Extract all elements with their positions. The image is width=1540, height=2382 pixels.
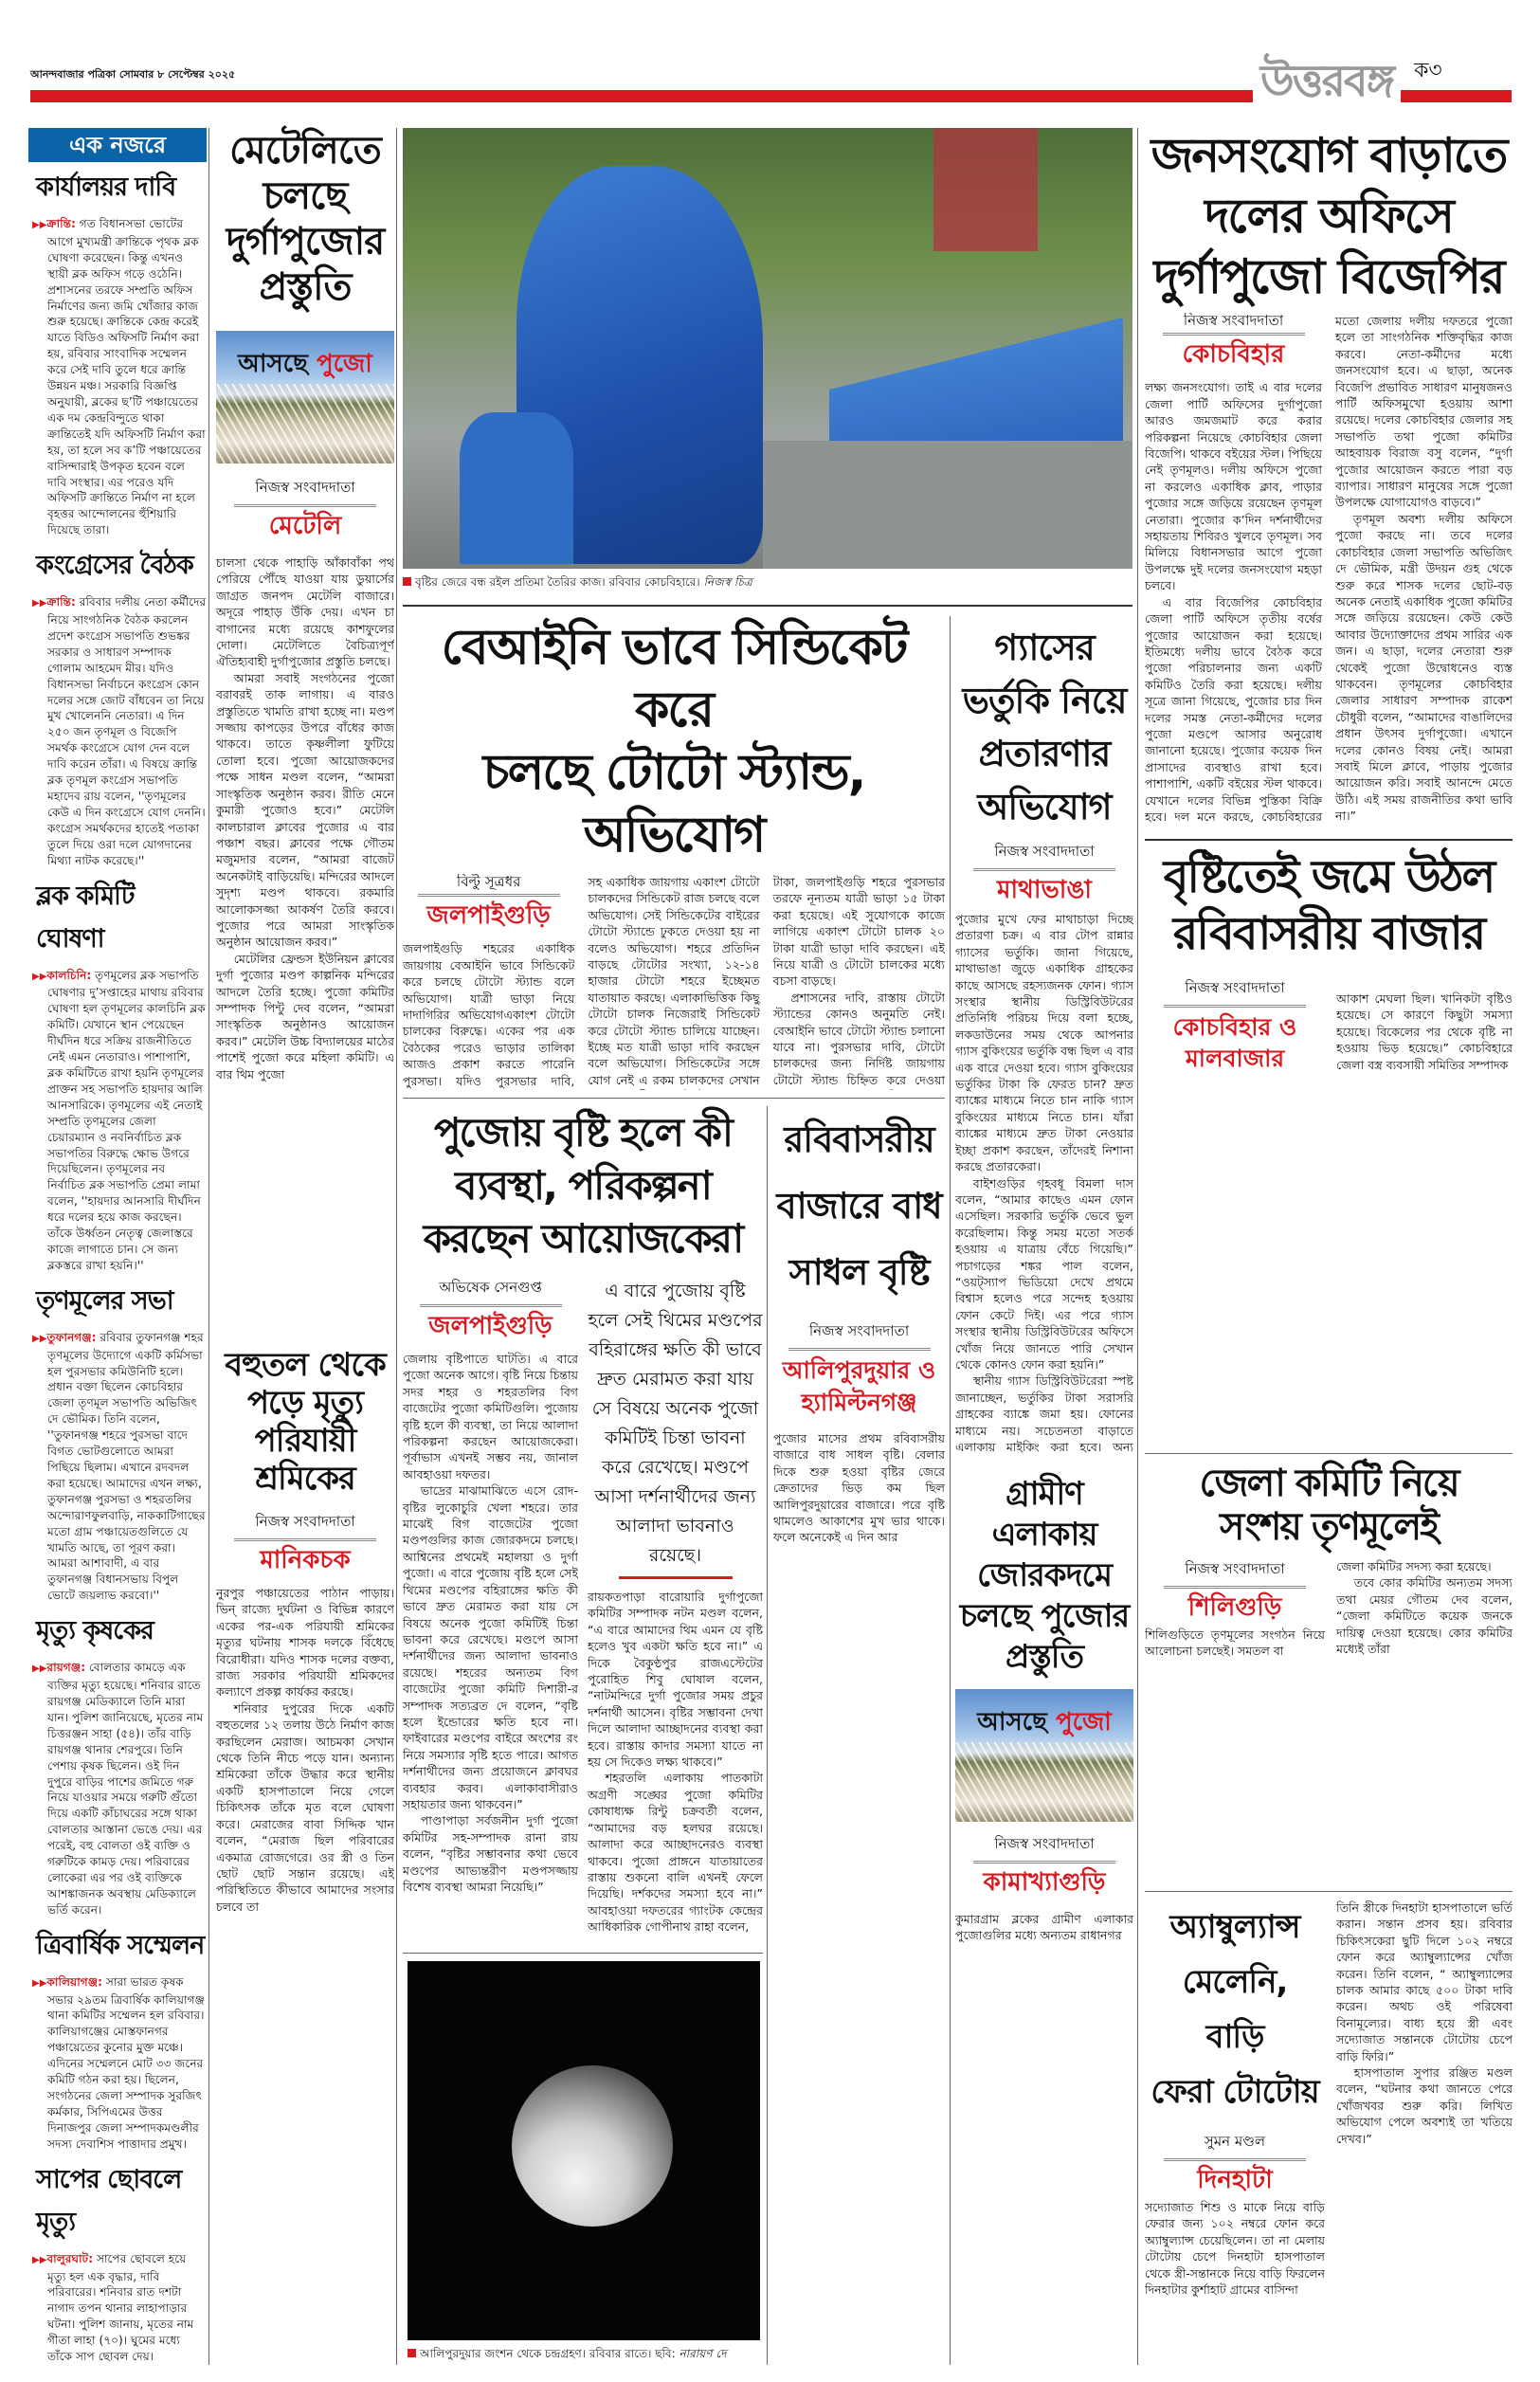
paragraph: শহরতলি এলাকায় পাতকাটা অগ্রণী সঙ্ঘের পুজো কমিটির কোষাধ্যক্ষ রিন্টু চক্রবর্তী বলেন, “আমাদের বড় হলঘর রয়েছে। আলাদা করে আচ্ছাদনেরও ব্যবস্থা থাকবে। পুজো প্রাঙ্গনে যাতায়াতের রাস্তায় শুকনো বালি এখনই ফেলে দিয়েছি। দর্শকদের সমস্যা হবে না।” আবহাওয়া দফতরের গ্যাংটক কেন্দ্রের আধিকারিক গোপীনাথ রাহা বলেন, xyxy=(588,1771,763,1935)
brief-body: সারা ভারত কৃষক সভার ২৯তম ত্রিবার্ষিক কালিয়াগঞ্জ থানা কমিটির সম্মেলন হল রবিবার। কালিয়াগঞ্জের মোস্তফানগর পঞ্চায়েতের কুনোর মুক্ত মঞ্চে। এদিনের সম্মেলনে মোট ৩৩ জনের কমিটি গঠন করা হয়। ছিলেন, সংগঠনের জেলা সম্পাদক সুরজিৎ কর্মকার, সিপিএমের উত্তর দিনাজপুর জেলা সম্পাদকমণ্ডলীর সদস্য দেবাশিস পাত্তাদার প্রমুখ। xyxy=(47,1974,205,2151)
dateline-place: জলপাইগুড়ি xyxy=(426,901,551,931)
paragraph: টাকা, জলপাইগুড়ি শহরে পুরসভার তরফে নূন্যতম যাত্রী ভাড়া ১৫ টাকা করা হয়েছে। এই সুযোগকে কাজে লাগিয়ে একাংশ টোটো চালক ২০ টাকা যাত্রী ভাড়া দাবি করছেন। এই নিয়ে যাত্রী ও টোটো চালকের মধ্যে বচসা বাড়ছে। xyxy=(772,875,945,989)
paragraph: মেটেলির ফ্রেন্ডস ইউনিয়ন ক্লাবের দুর্গা পুজোর মণ্ডপ কাল্পনিক মন্দিরের আদলে তৈরি হচ্ছে। পুজো কমিটির সম্পাদক পিন্টু দেব বলেন, “আমরা সাংস্কৃতিক অনুষ্ঠানও আয়োজন করব।” মেটেলি উচ্চ বিদ্যালয়ের মাঠের পাশেই পুজো করে মহিলা কমিটি। এ বার থিম পুজো xyxy=(216,951,394,1082)
byline: সুমন মণ্ডল xyxy=(1164,2131,1306,2161)
story-body: সদ্যোজাত শিশু ও মাকে নিয়ে বাড়ি ফেরার জন্য ১০২ নম্বরে ফোন করে অ্যাম্বুল্যান্স চেয়েছিলেন। তা না মেলায় টোটোয় চেপে দিনহাটা হাসপাতাল থেকে স্ত্রী-সন্তানকে নিয়ে বাড়ি ফিরলেন দিনহাটার কুর্শাহাট গ্রামের বাসিন্দা xyxy=(1145,2200,1325,2298)
brief-place: ক্রান্তি: xyxy=(46,217,76,230)
toto-byline-block xyxy=(403,874,574,931)
photo-caption: বৃষ্টির জেরে বন্ধ রইল প্রতিমা তৈরির কাজ। রবিবার কোচবিহারে। নিজস্ব চিত্র xyxy=(403,574,1132,593)
column-divider xyxy=(1137,128,1138,2365)
brief-item xyxy=(28,2251,207,2365)
paragraph: এ বার বিজেপির কোচবিহার জেলা পার্টি অফিসে তৃতীয় বর্ষের পুজোর আয়োজন করা হয়েছে। ইতিমধ্যে দলীয় ভাবে বৈঠক করে পুজো পরিচালনার জন্য একটি কমিটিও তৈরি করা হয়েছে। দলীয় সূত্রে জানা গিয়েছে, পুজোর চার দিন দলের সমস্ত নেতা-কর্মীদের দলের পুজো মণ্ডপে আসার অনুরোধ জানানো হয়েছে। পুজোর কয়েক দিন প্রাসাদের ব্যবস্থাও রাখা হবে।পাশাপাশি, একটি বইয়ের স্টল থাকবে। যেখানে দলের বিভিন্ন পুস্তিকা বিক্রি হবে। দল মনে করছে, কোচবিহারের মতো জেলায় দলীয় দফতরে পুজো হলে তা সাংগঠনিক শক্তিবৃদ্ধির কাজ করবে। নেতা-কর্মীদের মধ্যে জনসংযোগ হবে। এ ছাড়া, অনেক বিজেপি প্রভাবিত সাধারণ মানুষজনও পার্টি অফিসমুখো হওয়ায় আশা রয়েছে। দলের কোচবিহার জেলার সহ সভাপতি তথা পুজো কমিটির আহবায়ক বিরাজ বসু বলেন, “দুর্গা পুজোর আয়োজন করতে পারা বড় ব্যাপার। সাধারণ মানুষের সঙ্গে পুজো উপলক্ষে যোগাযোগও বাড়বে।” xyxy=(1145,314,1513,824)
paragraph: পাণ্ডাপাড়া সর্বজনীন দুর্গা পুজো কমিটির সহ-সম্পাদক রানা রায় বলেন, “বৃষ্টির সম্ভাবনার কথা ভেবে মণ্ডপের আভ্যন্তরীণ মণ্ডপসজ্জায় বিশেষ ব্যবস্থা আমরা নিয়েছি।” xyxy=(403,1813,578,1894)
headline: মেটেলিতে চলছে দুর্গাপুজোর প্রস্তুতি xyxy=(226,129,385,309)
section-rule xyxy=(30,90,1253,102)
brief-body: বোলতার কামড়ে এক ব্যক্তির মৃত্যু হয়েছে। শনিবার রাতে রায়গঞ্জ মেডিক্যালে তিনি মারা যান। পুলিশ জানিয়েছে, মৃতের নাম চিত্তরঞ্জন সাহা (৫৪)। তাঁর বাড়ি রায়গঞ্জ থানার শেরপুরে। তিনি পেশায় কৃষক ছিলেন। ওই দিন দুপুরে বাড়ির পাশের জমিতে গরু নিয়ে যাওয়ার সময়ে গরুটি গুঁতো দিয়ে একটি কাঁচাঘরের সঙ্গে থাকা বোলতার আস্তানা ভেঙে দেয়। এর পরেই, বহু বোলতা ওই ব্যক্তি ও গরুটিকে কামড় দেয়। পরিবারের লোকেরা এর পর ওই ব্যক্তিকে আশঙ্কাজনক অবস্থায় মেডিক্যালে ভর্তি করেন। xyxy=(47,1661,204,1917)
headline: গ্যাসের ভর্তুকি নিয়ে প্রতারণার অভিযোগ xyxy=(962,627,1127,827)
paragraph: আমরা সবাই সংগঠনের পুজো বরাবরই তাক লাগায়। এ বারও প্রস্তুতিতে খামতি রাখা হচ্ছে না। মণ্ডপ সজ্জায় কাপড়ের উপরে বাঁধের কাজ থাকবে। তাতে কৃষ্ণলীলা ফুটিয়ে তোলা হবে। পুজো আয়োজকদের পক্ষে সাধন মণ্ডল বলেন, “আমরা সাংস্কৃতিক অনুষ্ঠান করব। রীতি মেনে কুমারী পুজোও হবে।” মেটেলি কালচারাল ক্লাবের পুজোর এ বার পঞ্চাশ বছর। ক্লাবের পক্ষে গৌতম মজুমদার বলেন, “আমরা বাজেট অনেকটাই বাড়িয়েছি। মন্দিরের আদলে সুদৃশ্য মণ্ডপ থাকবে। রকমারি আলোকসজ্জা আকর্ষণ তৈরি করবে। পুজোর পরে আমরা সাংস্কৃতিক অনুষ্ঠান আয়োজন করব।” xyxy=(216,670,394,950)
dateline-place: আলিপুরদুয়ার ও হ্যামিল্টনগঞ্জ xyxy=(782,1356,936,1416)
puja-logo-image: আসছে পুজো xyxy=(955,1689,1133,1822)
labour-story xyxy=(216,1346,394,2365)
column-divider xyxy=(950,616,951,2365)
pull-quote: এ বারে পুজোয় বৃষ্টি হলে সেই থিমের মণ্ডপের বহিরাঙ্গের ক্ষতি কী ভাবে দ্রুত মেরামত করা যায় সে বিষয়ে অনেক পুজো কমিটিই চিন্তা ভাবনা করে রেখেছে। মণ্ডপে আসা দর্শনার্থীদের জন্য আলাদা ভাবনাও রয়েছে। xyxy=(588,1277,763,1589)
section-divider xyxy=(403,1098,945,1099)
brief-body: গত বিধানসভা ভোটের আগে মুখ্যমন্ত্রী ক্রান্তিকে পৃথক ব্লক ঘোষণা করেছেন। কিন্তু এখনও স্থায়ী ব্লক অফিস গড়ে ওঠেনি। প্রশাসনের তরফে সম্প্রতি অফিস নির্মাণের জন্য জমি খোঁজার কাজ শুরু হয়েছে। ক্রান্তিকে কেন্দ্র করেই যাতে বিডিও অফিসটি নির্মাণ করা হয়, রবিবার সাংবাদিক সম্মেলন করে সেই দাবি তুলে ধরে ক্রান্তি উন্নয়ন মঞ্চ। সরকারি বিজ্ঞপ্তি অনুযায়ী, ব্লকের ছ’টি পঞ্চায়েতের এক দম কেন্দ্রবিন্দুতে থাকা ক্রান্তিতেই যদি অফিসটি নির্মাণ করা হয়, তা হলে সব ক’টি পঞ্চায়েতের বাসিন্দারাই উপকৃত হবেন বলে দাবি সংস্থার। এর পরেও যদি অফিসটি ক্রান্তিতে নির্মাণ না হলে বৃহত্তর আন্দোলনের হুঁশিয়ারি দিয়েছে তারা। xyxy=(47,217,206,537)
byline: নিজস্ব সংবাদদাতা xyxy=(973,841,1115,871)
jana-byline-block xyxy=(1145,313,1322,370)
paragraph: পুজোর মুখে ফের মাথাচাড়া দিচ্ছে প্রতারণা চক্র। এ বার টোপ রান্নার গ্যাসের ভর্তুকি। জানা গিয়েছে, মাথাভাঙা জুড়ে একাধিক গ্রাহকের কাছে আসছে রহস্যজনক ফোন। গ্যাস সংস্থার স্থানীয় ডিস্ট্রিবিউটরের প্রতিনিধি পরিচয় দিয়ে বলা হচ্ছে, লকডাউনের সময় থেকে আপনার গ্যাস বুকিংয়ের ভর্তুকি বন্ধ ছিল এ বার এক বারে দেওয়া হবে। গ্যাস বুকিংয়ের ভর্তুকির টাকা কি ফেরত চান? দ্রুত ব্যাঙ্কের মাধ্যমে নিতে চান নাকি গ্যাস বুকিংয়ের মাধ্যমে নিতে চান। যাঁরা ব্যাঙ্কের মাধ্যমে দ্রুত টাকা নেওয়ার ইচ্ছা প্রকাশ করছেন, তাঁদেরই নিশানা করছে প্রতারকেরা। xyxy=(955,912,1133,1174)
paragraph: নুরপুর পঞ্চায়েতের পাঠান পাড়ায়। ভিন্ রাজ্যে দুর্ঘটনা ও বিভিন্ন কারণে একের পর-এক পরিযায়ী শ্রমিকের মৃত্যুর ঘটনায় শাসক দলকে বিঁধেছে বিরোধীরা। যদিও শাসক দলের বক্তব্য, রাজ্য সরকার পরিযায়ী শ্রমিকদের কল্যাণে প্রকল্প কার্যকর করছে। xyxy=(216,1586,394,1700)
brief-heading: ত্রিবার্ষিক সম্মেলন xyxy=(36,1930,205,1960)
headline: গ্রামীণ এলাকায় জোরকদমে চলছে পুজোর প্রস্তুতি xyxy=(959,1475,1130,1676)
brief-place: বালুরঘাট: xyxy=(46,2251,94,2265)
byline: নিজস্ব সংবাদদাতা xyxy=(1164,1558,1306,1589)
headline: জনসংযোগ বাড়াতে দলের অফিসে দুর্গাপুজো বিজেপির xyxy=(1150,128,1507,304)
brief-place: ক্রান্তি: xyxy=(46,595,76,609)
arrow-icon: ▶▶ xyxy=(32,2254,47,2265)
byline: বিল্টু সূত্রধর xyxy=(418,874,560,897)
brief-place: রায়গঞ্জ: xyxy=(46,1661,86,1675)
section-rule-right xyxy=(1401,90,1512,102)
headline: পুজোয় বৃষ্টি হলে কী ব্যবস্থা, পরিকল্পনা করছেন আয়োজকেরা xyxy=(423,1109,743,1262)
puja-rain-byline-block xyxy=(403,1277,578,1341)
paragraph: বাইশগুড়ির গৃহবধূ বিমলা দাস বলেন, “আমার কাছেও এমন ফোন এসেছিল। সরকারি ভর্তুকি ভেবে ভুল করেছিলাম। কিন্তু সময় মতো সতর্ক হওয়ায় এ যাত্রায় বেঁচে গিয়েছি।” পচাগড়ের শঙ্কর পাল বলেন, “ওয়ট্স্যাপ ভিডিয়ো দেখে প্রথমে বিশ্বাস হলেও পরে সন্দেহ হওয়ায় ফোন কেটে দিই। এর পরে গ্যাস সংস্থার স্থানীয় ডিস্ট্রিবিউটরের অফিসে খোঁজ নিয়ে জানতে পারি সেখান থেকে কোনও ফোন করা হয়নি।” xyxy=(955,1175,1133,1372)
brief-heading: কংগ্রেসের বৈঠক xyxy=(36,551,193,581)
dateline-place: কোচবিহার ও মালবাজার xyxy=(1172,1013,1297,1072)
market-rain-story xyxy=(767,1106,945,2365)
brief-item xyxy=(28,1660,207,1918)
brief-body: তৃণমূলের ব্লক সভাপতি ঘোষণার দু’সপ্তাহের মাথায় রবিবার ঘোষণা হল তৃণমূলের কালচিনি ব্লক কমিটি। যেখানে স্থান পেয়েছেন দীর্ঘদিন ধরে সক্রিয় রাজনীতিতে নেই এমন নেতারাও। পাশাপাশি, ব্লক কমিটিতে রাখা হয়নি তৃণমূলের প্রাক্তন সহ সভাপতি হায়দার আলি আনসারিকে। তৃণমূলের এই নেতাই সম্প্রতি তৃণমূলের জেলা চেয়ারম্যান ও নবনির্বাচিত ব্লক সভাপতির বিরুদ্ধে ক্ষোভ উগরে দিয়েছিলেন। তৃণমূলের নব নির্বাচিত ব্লক সভাপতি প্রেমা লামা বলেন, ''হায়দার আনসারি দীর্ঘদিন ধরে দলের হয়ে কাজ করছেন। তাঁকে উর্ধ্বতন নেতৃত্ব জেলাস্তরে কাজে লাগাতে চান। সে জন্য ব্লকস্তরে রাখা হয়নি।'' xyxy=(47,968,206,1272)
arrow-icon: ▶▶ xyxy=(32,598,47,609)
toto-story xyxy=(403,616,945,1090)
dateline-place: মানিকচক xyxy=(260,1546,351,1574)
ambulance-story xyxy=(1145,1900,1513,2365)
story-body xyxy=(1145,313,1513,831)
section-divider xyxy=(403,605,1132,607)
paragraph: লক্ষ্য জনসংযোগ। তাই এ বার দলের জেলা পার্টি অফিসের দুর্গাপুজো আরও জমজমাট করে করার পরিকল্পনা নিয়েছে কোচবিহার জেলা বিজেপি। থাকবে বইয়ের স্টল। পিছিয়ে নেই তৃণমূলও। দলীয় অফিসে পুজো না করলেও একাধিক ক্লাব, পাড়ার পুজোর সঙ্গে জড়িয়ে রয়েছেন তৃণমূল নেতারা। পুজোর ক’দিন দর্শনার্থীদের সহায়তায় শিবিরও খুলবে তৃণমূল। সব মিলিয়ে বিধানসভার আগে পুজো উপলক্ষে দুই দলের জনসংযোগ মহড়া চলবে। xyxy=(1145,380,1322,593)
arrow-icon: ▶▶ xyxy=(32,971,47,982)
section-divider xyxy=(1145,1453,1513,1454)
dateline-place: মাথাভাঙা xyxy=(997,876,1092,904)
brief-title: এক নজরে xyxy=(28,128,207,162)
brief-item xyxy=(28,216,207,538)
brief-heading: সাপের ছোবলে মৃত্যু xyxy=(36,2164,182,2237)
byline: নিজস্ব সংবাদদাতা xyxy=(234,477,376,507)
center-block xyxy=(403,616,945,2365)
jana-story xyxy=(1145,125,1513,831)
photo-caption: আলিপুরদুয়ার জংশন থেকে চন্দ্রগ্রহণ। রবিবার রাতে। ছবি: নারায়ণ দে xyxy=(408,2346,763,2365)
dateline-place: শিলিগুড়ি xyxy=(1187,1593,1282,1622)
masthead-date: আনন্দবাজার পত্রিকা সোমবার ৮ সেপ্টেম্বর ২০২৫ xyxy=(30,68,236,81)
brief-column xyxy=(28,128,207,2365)
paragraph: তৃণমূল অবশ্য দলীয় অফিসে পুজো করছে না। তবে দলের কোচবিহার জেলা সভাপতি অভিজিৎ দে ভৌমিক, মন্ত্রী উদয়ন গুহ থেকে শুরু করে শাসক দলের ছোট-বড় অনেক নেতাই একাধিক পুজো কমিটির সঙ্গে জড়িয়ে রয়েছেন। কেউ কেউ আবার উদ্যোক্তাদের প্রথম সারির এক জন। এ ছাড়া, দলের নেতারা শুরু থেকেই পুজো উদ্বোধনেও ব্যস্ত থাকবেন। তৃণমূলের কোচবিহার জেলার সাধারণ সম্পাদক রাকেশ চৌধুরী বলেন, “আমাদের বাঙালিদের প্রধান উৎসব দুর্গাপুজো। এখানে দলের কোনও বিষয় নেই। আমরা সবাই মিলে ক্লাবে, পাড়ায় পুজোর আয়োজন করি। সবাই আনন্দে মেতে উঠি। এই সময় রাজনীতির কথা ভাবি না।” xyxy=(1335,511,1513,824)
story-body-col1 xyxy=(403,1351,578,1945)
column-divider xyxy=(208,128,209,2365)
dateline-place: কামাখ্যাগুড়ি xyxy=(983,1868,1106,1897)
byline: নিজস্ব সংবাদদাতা xyxy=(788,1320,931,1351)
story-body xyxy=(216,1585,394,2365)
dateline-place: দিনহাটা xyxy=(1197,2166,1273,2194)
paragraph: ভাদ্রের মাঝামাঝিতে এসে রোদ-বৃষ্টির লুকোচুরি খেলা শহরে। তার মাঝেই বিগ বাজেটের পুজো মণ্ডপগুলির কাজ জোরকদমে চলছে। আশ্বিনের প্রথমেই মহালয়া ও দুর্গা পুজো। এ বারে পুজোয় বৃষ্টি হলে সেই থিমের মণ্ডপের বহিরাঙ্গের ক্ষতি কী ভাবে দ্রুত মেরামত করা যায় সে বিষয়ে অনেক পুজো কমিটিই চিন্তা ভাবনা করে রেখেছে। মণ্ডপে আসা দর্শনার্থীদের জন্য আলাদা ভাবনাও রয়েছে। শহরের অন্যতম বিগ বাজেটের পুজো কমিটি দিশারী-র সম্পাদক সত্যব্রত দে বলেন, “বৃষ্টি হলে ইন্ডোরের ক্ষতি হবে না। ফাইবারের মণ্ডপের বাইরে অংশের রং নিয়ে সমস্যার সৃষ্টি হতে পারে। আগত দর্শনার্থীদের জন্য প্রয়োজনে ক্লাবঘর ব্যবহার করব। এলাকাবাসীরাও সহায়তার জন্য থাকবেন।” xyxy=(403,1483,578,1811)
paragraph: শনিবার দুপুরের দিকে একটি বহুতলের ১২ তলায় উঠে নির্মাণ কাজ করছিলেন মেরাজ। আচমকা সেখান থেকে তিনি নীচে পড়ে যান। অন্যান্য শ্রমিকেরা তাঁকে উদ্ধার করে স্থানীয় একটি হাসপাতালে নিয়ে গেলে চিকিৎসক তাঁকে মৃত বলে ঘোষণা করে। মেরাজের বাবা সিদ্দিক খান বলেন, “মেরাজ ছিল পরিবারের একমাত্র রোজগেরে। ওর স্ত্রী ও তিন ছোট ছোট সন্তান রয়েছে। এই পরিস্থিতিতে কীভাবে আমাদের সংসার চলবে তা xyxy=(216,1700,394,1914)
story-body-col1: শিলিগুড়িতে তৃণমূলের সংগঠন নিয়ে আলোচনা চলছেই। সমতল বা xyxy=(1145,1627,1325,1659)
story-body xyxy=(216,555,394,1336)
brief-body: রবিবার দলীয় নেতা কর্মীদের নিয়ে সাংগঠনিক বৈঠক করলেন প্রদেশ কংগ্রেস সভাপতি শুভঙ্কর সরকার ও সাধারণ সম্পাদক গোলাম আহমেদ মীর। যদিও বিধানসভা নির্বাচনে কংগ্রেস কোন দলের সঙ্গে জোট বাঁধবেন তা নিয়ে মুখ খোলেননি নেতারা। এ দিন ২৫০ জন তৃণমূল ও বিজেপি সমর্থক কংগ্রেসে যোগ দেন বলে দাবি করেন তাঁরা। এ বিষয়ে ক্রান্তি ব্লক তৃণমূল কংগ্রেস সভাপতি মহাদেব রায় বলেন, ''তৃণমূলের কেউ এ দিন কংগ্রেসে যোগ দেননি। কংগ্রেস সমর্থকদের হাতেই পতাকা তুলে দিয়ে ওরা দলে যোগদানের মিথ্যা নাটক করেছে।'' xyxy=(47,595,207,867)
story-body xyxy=(1336,991,1513,1446)
section-divider xyxy=(403,1953,763,1954)
byline: নিজস্ব সংবাদদাতা xyxy=(973,1833,1115,1864)
brief-body: সাপের ছোবলে হয়ে মৃত্যু হল এক বৃদ্ধার, দাবি পরিবারের। শনিবার রাত দশটা নাগাদ তপন থানার লাহাপাড়ার ঘটনা। পুলিশ জানায়, মৃতের নাম গীতা লাহা (৭০)। ঘুমের মধ্যে তাঁকে সাপ ছোবল দেয়। xyxy=(47,2251,194,2364)
story-body xyxy=(403,874,945,1090)
story-body-col2 xyxy=(588,1589,763,1945)
paragraph: জলপাইগুড়ি শহরের একাধিক জায়গায় বেআইনি ভাবে সিন্ডিকেট করে চলছে টোটো স্ট্যান্ড বলে অভিযোগ। যাত্রী ভাড়া নিয়ে দাদাগিরির অভিযোগএকাংশ টোটো চালকের বিরুদ্ধে। একের পর এক বৈঠকের পরেও ভাড়ার তালিকা আজও প্রকাশ করতে পারেনি পুরসভা। যদিও পুরসভার দাবি, xyxy=(403,941,575,1088)
headline: অ্যাম্বুল্যান্স মেলেনি, বাড়ি ফেরা টোটোয় xyxy=(1150,1908,1319,2111)
gramin-story xyxy=(955,1474,1133,2365)
headline: বৃষ্টিতেই জমে উঠল রবিবাসরীয় বাজার xyxy=(1163,850,1495,960)
paragraph: রায়কতপাড়া বারোয়ারি দুর্গাপুজো কমিটির সম্পাদক নটন মণ্ডল বলেন, “এ বারে আমাদের থিম এমন যে বৃষ্টি হলেও খুব একটা ক্ষতি হবে না।” এ দিকে বৈকুণ্ঠপুর রাজএস্টেটের পুরোহিত শিবু ঘোষাল বলেন, “নাটমন্দিরে দুর্গা পুজোর সময় প্রচুর দর্শনার্থী আসেন। বৃষ্টির সম্ভাবনা দেখা দিলে আলাদা আচ্ছাদনের ব্যবস্থা করা হবে। রাস্তায় কাদার সমস্যা যাতে না হয় সে দিকেও লক্ষ্য থাকবে।” xyxy=(588,1590,763,1770)
arrow-icon: ▶▶ xyxy=(32,1333,47,1344)
pull-quote-rule xyxy=(619,1576,733,1579)
brief-item xyxy=(28,1974,207,2153)
story-body xyxy=(955,911,1133,1455)
puja-logo-image: আসছে পুজো xyxy=(216,331,394,464)
right-column xyxy=(1145,125,1513,2365)
paragraph: প্রশাসনের দাবি, রাস্তায় টোটো স্ট্যান্ডের কোনও অনুমতি নেই। বেআইনি ভাবে টোটো স্ট্যান্ড চলানো যাবে না। পুরসভার দাবি, টোটো চালকদের জন্য নির্দিষ্ট জায়গায় টোটো স্ট্যান্ড চিহ্নিত করে দেওয়া xyxy=(772,990,945,1087)
dateline-place: জলপাইগুড়ি xyxy=(428,1312,553,1340)
committee-story xyxy=(1145,1462,1513,1883)
story-body-col2: জেলা কমিটির সদস্য করা হয়েছে। তবে কোর কমিটির অন্যতম সদস্য তথা মেয়র গৌতম দেব বলেন, “জেলা কমিটিতে কয়েক জনকে দায়িত্ব দেওয়া হয়েছে। কোর কমিটির মধ্যেই তাঁরা xyxy=(1336,1559,1513,1657)
lunar-eclipse-photo xyxy=(408,1961,760,2340)
story-body xyxy=(773,1430,945,2365)
section-divider xyxy=(1145,839,1513,841)
metely-story xyxy=(216,128,394,1336)
idol-tarp-photo xyxy=(403,128,1132,569)
brief-heading: মৃত্যু কৃষকের xyxy=(36,1616,154,1646)
arrow-icon: ▶▶ xyxy=(32,1664,47,1675)
byline: নিজস্ব সংবাদদাতা xyxy=(234,1511,376,1541)
page-number: ক৩ xyxy=(1414,59,1442,82)
bazar-byline-block xyxy=(1145,977,1325,1446)
brief-place: তুফানগঞ্জ: xyxy=(46,1330,97,1344)
brief-place: কালচিনি: xyxy=(46,968,92,982)
headline: বহুতল থেকে পড়ে মৃত্যু পরিযায়ী শ্রমিকের xyxy=(225,1346,386,1498)
dateline-place: মেটেলি xyxy=(268,512,342,540)
arrow-icon: ▶▶ xyxy=(32,220,47,230)
masthead xyxy=(30,28,1512,109)
puja-rain-story xyxy=(403,1106,763,1945)
brief-item xyxy=(28,968,207,1274)
paragraph: পুজোর মাসের প্রথম রবিবাসরীয় বাজারে বাধ সাধল বৃষ্টি। বেলার দিকে শুরু হওয়া বৃষ্টির জেরে ক্রেতাদের ভিড় কম ছিল আলিপুরদুয়ারের বাজারে। পরে বৃষ্টি থামলেও আকাশের মুখ ভার থাকে। ফলে অনেকেই এ দিন আর xyxy=(773,1431,945,1545)
gas-column xyxy=(955,621,1133,2365)
column-2 xyxy=(216,128,394,2365)
paragraph: চালসা থেকে পাহাড়ি আঁকাবাঁকা পথ পেরিয়ে পৌঁছে যাওয়া যায় ডুয়ার্সের জাগ্রত জনপদ মেটেলি বাজারে। অদূরে পাহাড় উঁকি দেয়। এখন চা বাগানের মধ্যে রয়েছে কাশফুলের দোলা। মেটেলিতে বৈচিত্র্যপূর্ণ ঐতিহ্যবাহী দুর্গাপুজোর প্রস্তুতি চলছে। xyxy=(216,555,394,669)
column-divider xyxy=(396,128,397,2365)
paragraph: কুমারগ্রাম ব্লকের গ্রামীণ এলাকার পুজোগুলির মধ্যে অন্যতম রাধানগর xyxy=(955,1912,1133,1943)
arrow-icon: ▶▶ xyxy=(32,1977,47,1989)
story-body-col2: তিনি স্ত্রীকে দিনহাটা হাসপাতালে ভর্তি করান। সন্তান প্রসব হয়। রবিবার চিকিৎসকেরা ছুটি দিলে ১০২ নম্বরে ফোন করে অ্যাম্বুল্যান্সের খোঁজ করেন। তিনি বলেন, “ অ্যাম্বুল্যান্সের চালক আমার কাছে ৫০০ টাকা দাবি করেন। অথচ ওই পরিষেবা বিনামূল্যের। বাধ্য হয়ে স্ত্রী এবং সদ্যোজাত সন্তানকে টোটোয় চেপে বাড়ি ফিরি।” হাসপাতাল সুপার রঞ্জিত মণ্ডল বলেন, “ঘটনার কথা জানতে পেরে খোঁজখবর শুরু করি। লিখিত অভিযোগ পেলে অবশ্যই তা খতিয়ে দেখব।” xyxy=(1336,1900,1513,2146)
story-body xyxy=(955,1911,1133,2365)
brief-item xyxy=(28,1330,207,1604)
brief-item xyxy=(28,594,207,868)
brief-heading: কার্যালয়র দাবি xyxy=(36,173,176,202)
paragraph: জেলায় বৃষ্টিপাতে ঘাটতি। এ বারে পুজো অনেক আগে। বৃষ্টি নিয়ে চিন্তায় সদর শহর ও শহরতলির বিগ বাজেটের পুজো কমিটিগুলি। পুজোয় বৃষ্টি হলে কী ব্যবস্থা, তা নিয়ে আলাদা পরিকল্পনা করছেন আয়োজকেরা। পূর্বাভাস এখনই সম্ভব নয়, জানাল আবহাওয়া দফতর। xyxy=(403,1352,578,1482)
paragraph: সহ একাধিক জায়গায় একাংশ টোটো চালকদের সিন্ডিকেট রাজ চলছে বলে অভিযোগ। সেই সিন্ডিকেটের বাইরের টোটো স্ট্যান্ডে ঢুকতে দেওয়া হয় না বলেও অভিযোগ। শহরে প্রতিদিন বাড়ছে টোটোর সংখ্যা, ১২-১৪ হাজার টোটো শহরে ইচ্ছেমত যাতায়াত করছে। এলাকাভিত্তিক কিছু টোটো চালক নিজেরাই সিন্ডিকেট করে টোটো স্ট্যান্ড চালিয়ে যাচ্ছেন। ইচ্ছে মত যাত্রী ভাড়া দাবি করছেন বলে অভিযোগ। সিন্ডিকেটের সঙ্গে যোগ নেই এ রকম চালকদের সেখান xyxy=(588,875,760,1087)
paragraph: স্থানীয় গ্যাস ডিস্ট্রিবিউটরেরা স্পষ্ট জানাচ্ছেন, ভর্তুকির টাকা সরাসরি গ্রাহকের ব্যাঙ্কে জমা হয়। ফোনের মাধ্যমে নয়। সচেতনতা বাড়াতে এলাকায় মাইকিং করা হবে। অন্য xyxy=(955,1373,1133,1454)
dateline-place: কোচবিহার xyxy=(1182,340,1285,370)
brief-body: রবিবার তুফানগঞ্জ শহর তৃণমূলের উদ্যোগে একটি কর্মিসভা হল পুরসভার কমিউনিটি হলে। প্রধান বক্তা ছিলেন কোচবিহার জেলা তৃণমূল সভাপতি অভিজিৎ দে ভৌমিক। তিনি বলেন, ''তুফানগঞ্জ শহরে পুরসভা বাদে বিগত ভোটগুলোতে আমরা পিছিয়ে ছিলাম। এখানে রদবদল করা হয়েছে। আমাদের এখন লক্ষ্য, তুফানগঞ্জ পুরসভা ও শহরতলির অন্দোরাণফুলবাড়ি, নাককাটিগাছের মতো গ্রাম পঞ্চায়েতগুলিতে যে খামতি আছে, তা পূরণ করা। আমরা আশাবাদী, এ বার তুফানগঞ্জ বিধানসভায় বিপুল ভোটে জয়লাভ করবো।'' xyxy=(47,1330,206,1603)
section-divider xyxy=(1145,1891,1513,1892)
section-title: উত্তরবঙ্গ xyxy=(1259,55,1393,106)
byline: অভিষেক সেনগুপ্ত xyxy=(420,1277,562,1307)
brief-heading: ব্লক কমিটি ঘোষণা xyxy=(36,881,135,954)
paragraph: আকাশ মেঘলা ছিল। খানিকটা বৃষ্টিও হয়েছে। সে কারণে কিছুটা সমস্যা হয়েছে। বিকেলের পর থেকে বৃষ্টি না হওয়ায় ভিড় হয়েছে।” কোচবিহারে জেলা বস্ত্র ব্যবসায়ী সমিতির সম্পাদক xyxy=(1336,991,1513,1072)
headline: জেলা কমিটি নিয়ে সংশয় তৃণমূলেই xyxy=(1199,1462,1458,1549)
brief-place: কালিয়াগঞ্জ: xyxy=(46,1974,103,1989)
byline: নিজস্ব সংবাদদাতা xyxy=(1164,977,1306,1008)
brief-heading: তৃণমূলের সভা xyxy=(36,1285,173,1316)
committee-byline-block xyxy=(1145,1558,1325,1623)
gas-story xyxy=(955,621,1133,1455)
headline: বেআইনি ভাবে সিন্ডিকেট করে চলছে টোটো স্ট্যান্ড, অভিযোগ xyxy=(441,619,907,864)
byline: নিজস্ব সংবাদদাতা xyxy=(1163,313,1305,336)
headline: রবিবাসরীয় বাজারে বাধ সাধল বৃষ্টি xyxy=(776,1118,942,1293)
bazar-story xyxy=(1145,848,1513,1446)
